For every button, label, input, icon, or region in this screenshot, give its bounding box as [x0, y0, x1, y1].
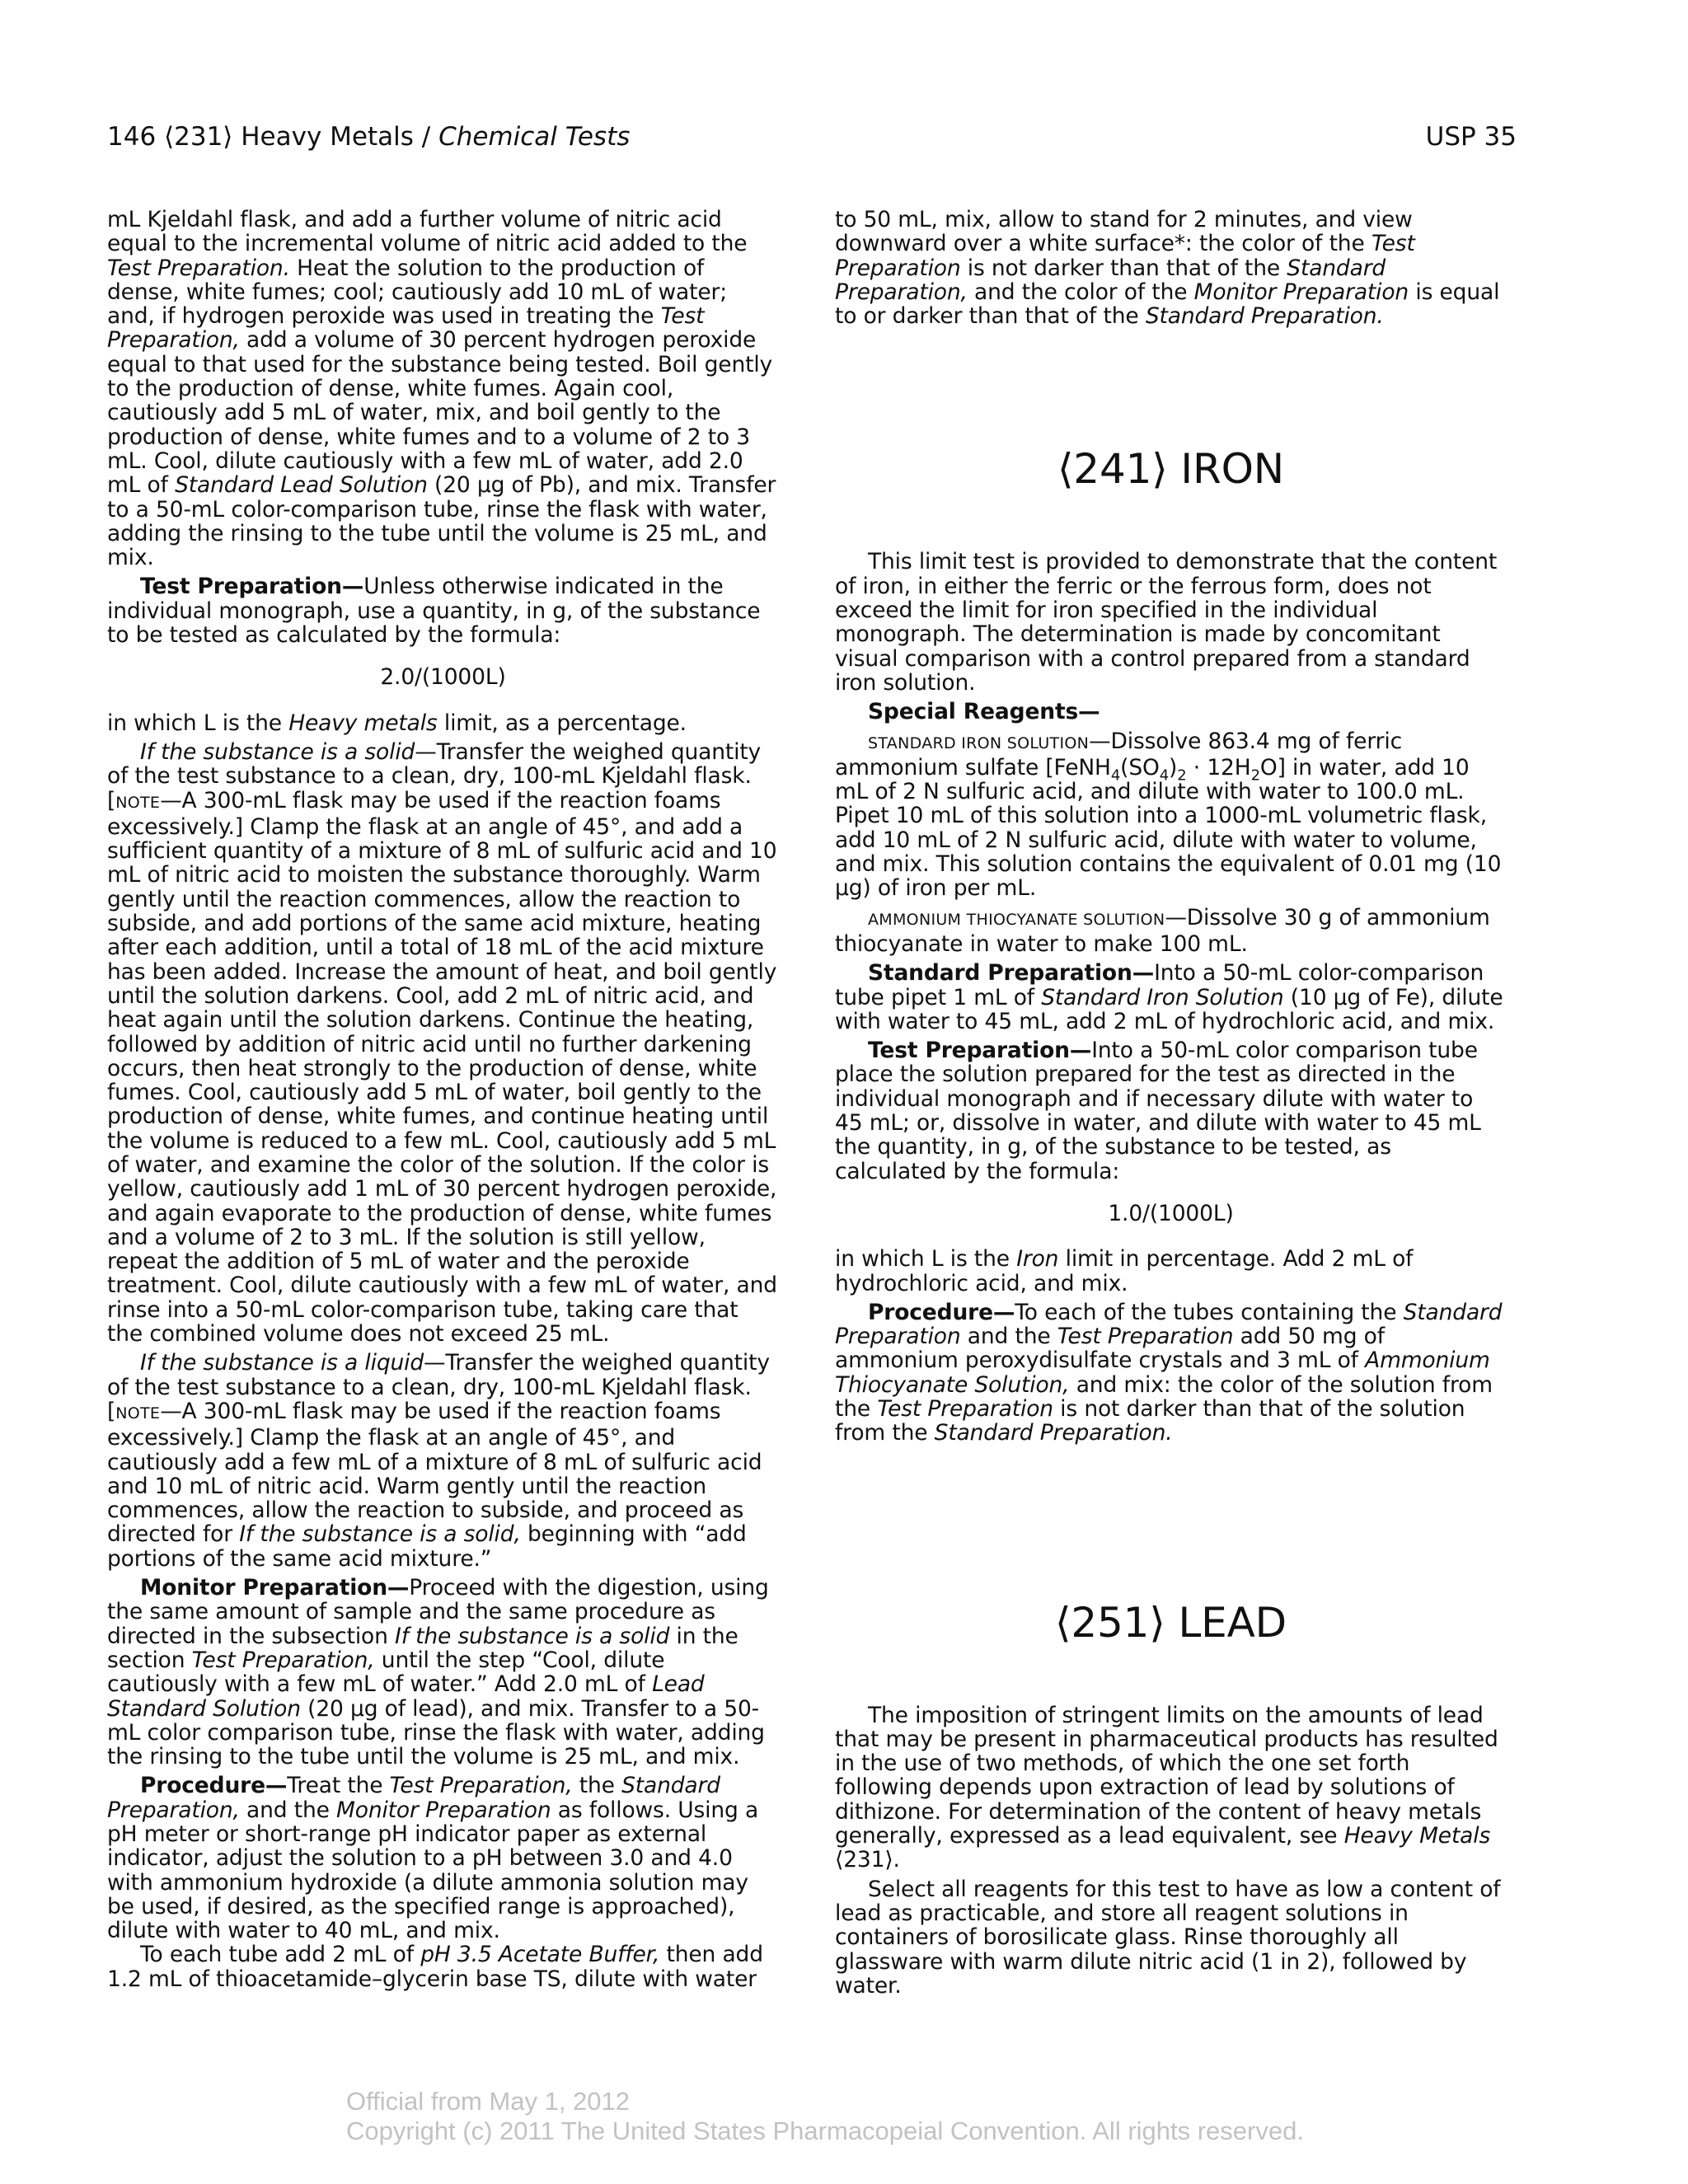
header-left — [107, 120, 630, 153]
italic-heading: If the substance is a liquid — [140, 1350, 424, 1376]
italic-ref: Test Preparation, — [107, 303, 705, 354]
text-run: and mix: the color of the solution from the — [835, 1371, 1493, 1422]
header-edition: USP 35 — [1425, 122, 1517, 152]
text-run: add 50 mg of ammonium peroxydisulfate crystals and 3 mL of — [835, 1324, 1385, 1374]
text-run: is not darker than that of the solution from the — [835, 1395, 1465, 1446]
spacer — [835, 1647, 1507, 1704]
note-label: NOTE — [115, 1404, 161, 1422]
text-run: is equal to or darker than that of the — [835, 279, 1500, 330]
right-column — [835, 208, 1507, 1998]
italic-ref: Lead Standard Solution — [107, 1671, 705, 1722]
spacer — [835, 328, 1507, 444]
page-header — [107, 120, 1517, 153]
text-run: Heat the solution to the production of dense, white fumes; cool; cautiously add 10 mL of water; and, if hydrogen peroxide was used in treating the — [107, 255, 728, 330]
text-run: in which L is the — [107, 710, 289, 736]
italic-ref: pH 3.5 Acetate Buffer, — [420, 1942, 660, 1968]
text-run: ⟨231⟩. — [835, 1847, 900, 1873]
text-run: (20 µg of Pb), and mix. Transfer to a 50-mL color-comparison tube, rinse the flask with water, adding the rinsing to the tube until the volume is 25 mL, and mix. — [107, 472, 776, 571]
iron-formula-explanation — [835, 1247, 1507, 1296]
text-run: and the — [239, 1797, 337, 1823]
text-run: and the — [960, 1324, 1057, 1350]
page-number: 146 — [107, 122, 157, 152]
italic-ref: Standard Preparation, — [835, 255, 1386, 305]
italic-ref: Standard Iron Solution — [1041, 984, 1284, 1010]
note-label: NOTE — [115, 793, 161, 812]
iron-intro: This limit test is provided to demonstrate that the content of iron, in either the ferric or the ferrous form, does not exceed the limit for iron specified in the individual monograph. The determination is made by concomitant visual comparison with a control prepared from a standard iron solution. — [835, 549, 1498, 696]
italic-ref: Test Preparation — [1057, 1324, 1234, 1350]
italic-ref: Standard Lead Solution — [175, 472, 428, 499]
italic-ref: Standard Preparation — [835, 1299, 1503, 1350]
subscript: 2 — [1177, 766, 1187, 785]
text-run: (SO — [1120, 754, 1160, 780]
subscript: 4 — [1159, 766, 1170, 785]
text-run: —Transfer the weighed quantity of the test substance to a clean, dry, 100-mL Kjeldahl flask. [ — [107, 738, 762, 813]
text-run: in which L is the — [835, 1246, 1017, 1272]
italic-ref: Test Preparation. — [107, 255, 290, 281]
formula: 2.0/(1000L) — [380, 664, 506, 691]
spacer — [835, 1446, 1507, 1598]
italic-ref: Test Preparation, — [389, 1773, 573, 1799]
text-run: limit in percentage. Add 2 mL of hydrochloric acid, and mix. — [835, 1246, 1414, 1296]
liquid-paragraph — [107, 1351, 779, 1571]
text-run: Proceed with the digestion, using the same amount of sample and the same procedure as directed in the subsection — [107, 1575, 769, 1649]
paragraph-heading: Standard Preparation— — [868, 960, 1155, 987]
paragraph-heading: Test Preparation— — [868, 1038, 1092, 1064]
text-run: (20 µg of lead), and mix. Transfer to a 50-mL color comparison tube, rinse the flask with water, adding the rinsing to the tube until the volume is 25 mL, and mix. — [107, 1695, 765, 1770]
text-run: Into a 50-mL color comparison tube place the solution prepared for the test as directed in the individual monograph and if necessary dilute with water to 45 mL; or, dissolve in water, and dilute with water to 45 mL the quantity, in g, of the substance to be tested, as calculated by the formula: — [835, 1038, 1481, 1184]
text-run: until the step “Cool, dilute cautiously with a few mL of water.” Add 2.0 mL of — [107, 1647, 665, 1698]
italic-ref: Standard Preparation. — [1145, 303, 1384, 330]
text-run: Into a 50-mL color-comparison tube pipet 1 mL of — [835, 960, 1484, 1010]
text-run: is not darker than that of the — [960, 255, 1287, 281]
text-run: The imposition of stringent limits on the amounts of lead that may be present in pharmaceutical products has resulted in the use of two methods, of which the one set forth following depends upon extraction of lead by solutions of dithizone. For determination of the content of heavy metals generally, expressed as a lead equivalent, see — [835, 1702, 1498, 1849]
text-run: —Transfer the weighed quantity of the test substance to a clean, dry, 100-mL Kjeldahl flask. [ — [107, 1350, 770, 1424]
text-run: in the section — [107, 1623, 738, 1673]
subscript: 4 — [1110, 766, 1121, 785]
text-run: —Dissolve 30 g of ammonium thiocyanate in water to make 100 mL. — [835, 904, 1490, 957]
reagent-label: STANDARD IRON SOLUTION — [868, 733, 1090, 752]
test-preparation-paragraph — [107, 574, 779, 647]
solid-paragraph — [107, 740, 779, 1346]
text-run: then add 1.2 mL of thioacetamide–glycerin base TS, dilute with water — [107, 1942, 763, 1992]
text-run: Unless otherwise indicated in the individual monograph, use a quantity, in g, of the substance to be tested as calculated by the formula: — [107, 574, 761, 649]
text-run: to 50 mL, mix, allow to stand for 2 minutes, and view downward over a white surface*: the color of the — [835, 207, 1413, 257]
text-run: To each tube add 2 mL of — [140, 1942, 421, 1968]
spacer — [835, 494, 1507, 550]
italic-ref: Iron — [1016, 1246, 1059, 1272]
text-run: add a volume of 30 percent hydrogen peroxide equal to that used for the substance being tested. Boil gently to the production of dense, white fumes. Again cool, cautiously add 5 mL of water, mix, and boil gently to the production of dense, white fumes and to a volume of 2 to 3 mL. Cool, dilute cautiously with a few mL of water, add 2.0 mL of — [107, 327, 773, 499]
italic-ref: Heavy Metals — [1343, 1823, 1491, 1849]
text-run: mL Kjeldahl flask, and add a further volume of nitric acid equal to the incremental volume of nitric acid added to the — [107, 207, 748, 257]
paragraph-heading: Procedure— — [868, 1299, 1015, 1325]
monitor-preparation-paragraph — [107, 1576, 779, 1769]
standard-preparation-paragraph — [835, 961, 1507, 1033]
ammonium-thiocyanate-solution — [835, 906, 1507, 957]
italic-ref: Monitor Preparation — [1193, 279, 1409, 305]
italic-ref: Test Preparation — [877, 1395, 1053, 1422]
formula-explanation — [107, 711, 779, 735]
italic-ref: Heavy metals — [288, 710, 438, 736]
text-run: and the color of the — [967, 279, 1194, 305]
paragraph-heading: Procedure— — [140, 1773, 288, 1799]
reagent-label: AMMONIUM THIOCYANATE SOLUTION — [868, 910, 1165, 929]
heavy-metals-conclusion — [835, 208, 1507, 328]
iron-procedure-paragraph — [835, 1301, 1507, 1446]
italic-ref: Test Preparation — [835, 231, 1415, 281]
standard-iron-solution — [835, 729, 1507, 901]
italic-ref: Test Preparation, — [191, 1647, 375, 1673]
lead-intro — [835, 1704, 1507, 1872]
subscript: 2 — [1250, 766, 1260, 785]
copyright-footer — [346, 2087, 1304, 2146]
header-chapter: ⟨231⟩ Heavy Metals — [164, 122, 414, 152]
header-section: Chemical Tests — [438, 122, 631, 152]
text-run: To each of the tubes containing the — [1015, 1299, 1404, 1325]
text-run: —A 300-mL flask may be used if the reaction foams excessively.] Clamp the flask at an angle of 45°, and cautiously add a few mL of a mixture of 8 mL of sulfuric acid and 10 mL of nitric acid. Warm gently until the reaction commences, allow the reaction to subside, and proceed as directed for — [107, 1398, 762, 1548]
iron-section-title: ⟨241⟩ IRON — [1057, 445, 1285, 494]
text-run: (10 µg of Fe), dilute with water to 45 mL, add 2 mL of hydrochloric acid, and mix. — [835, 984, 1503, 1034]
footer-copyright: Copyright (c) 2011 The United States Pharmacopeial Convention. All rights reserved. — [346, 2116, 1304, 2145]
formula: 1.0/(1000L) — [1108, 1200, 1234, 1226]
paragraph-heading: Test Preparation— — [140, 574, 364, 600]
text-run: beginning with “add portions of the same acid mixture.” — [107, 1521, 747, 1572]
procedure-paragraph — [107, 1774, 779, 1943]
italic-ref: Standard Preparation, — [107, 1773, 720, 1823]
heavy-metals-continuation — [107, 208, 779, 569]
text-run: Treat the — [287, 1773, 390, 1799]
acetate-buffer-paragraph — [107, 1943, 779, 1991]
text-run: limit, as a percentage. — [437, 710, 687, 736]
text-run: ) — [1169, 754, 1178, 780]
italic-ref: If the substance is a solid — [395, 1623, 670, 1649]
paragraph-heading: Monitor Preparation— — [140, 1575, 410, 1601]
text-run: O] in water, add 10 mL of 2 N sulfuric acid, and dilute with water to 100.0 mL. Pipet 10 mL of this solution into a 1000-mL volumetric flask, add 10 mL of 2 N sulfuric acid, dilute with water to volume, and mix. This solution contains the equivalent of 0.01 mg (10 µg) of iron per mL. — [835, 754, 1502, 902]
left-column — [107, 208, 779, 1991]
lead-reagents-paragraph: Select all reagents for this test to have as low a content of lead as practicable, and store all reagent solutions in containers of borosilicate glass. Rinse thoroughly all glassware with warm dilute nitric acid (1 in 2), followed by water. — [835, 1876, 1501, 1999]
text-run: as follows. Using a pH meter or short-range pH indicator paper as external indicator, adjust the solution to a pH between 3.0 and 4.0 with ammonium hydroxide (a dilute ammonia solution may be used, if desired, as the specified range is approached), dilute with water to 40 mL, and mix. — [107, 1797, 759, 1944]
text-run: —Dissolve 863.4 mg of ferric ammonium sulfate [FeNH — [835, 728, 1402, 780]
text-run: the — [572, 1773, 622, 1799]
italic-heading: If the substance is a solid — [140, 738, 415, 765]
text-run: · 12H — [1186, 754, 1251, 780]
italic-ref: If the substance is a solid, — [239, 1521, 521, 1548]
italic-ref: Ammonium Thiocyanate Solution, — [835, 1347, 1490, 1398]
iron-test-preparation-paragraph — [835, 1038, 1507, 1183]
italic-ref: Monitor Preparation — [336, 1797, 551, 1823]
special-reagents-heading: Special Reagents— — [868, 699, 1100, 725]
footer-official-date: Official from May 1, 2012 — [346, 2087, 631, 2116]
lead-section-title: ⟨251⟩ LEAD — [1055, 1598, 1287, 1647]
header-separator: / — [413, 122, 439, 152]
text-run: —A 300-mL flask may be used if the reaction foams excessively.] Clamp the flask at an angle of 45°, and add a sufficient quantity of a mixture of 8 mL of sulfuric acid and 10 mL of nitric acid to moisten the substance thoroughly. Warm gently until the reaction commences, allow the reaction to subside, and add portions of the same acid mixture, heating after each addition, until a total of 18 mL of the acid mixture has been added. Increase the amount of heat, and boil gently until the solution darkens. Cool, add 2 mL of nitric acid, and heat again until the solution darkens. Continue the heating, followed by addition of nitric acid until no further darkening occurs, then heat strongly to the production of dense, white fumes. Cool, cautiously add 5 mL of water, boil gently to the production of dense, white fumes, and continue heating until the volume is reduced to a few mL. Cool, cautiously add 5 mL of water, and examine the color of the solution. If the color is yellow, cautiously add 1 mL of 30 percent hydrogen peroxide, and again evaporate to the production of dense, white fumes and a volume of 2 to 3 mL. If the solution is still yellow, repeat the addition of 5 mL of water and the peroxide treatment. Cool, dilute cautiously with a few mL of water, and rinse into a 50-mL color-comparison tube, taking care that the combined volume does not exceed 25 mL. — [107, 787, 777, 1347]
italic-ref: Standard Preparation. — [934, 1420, 1173, 1446]
